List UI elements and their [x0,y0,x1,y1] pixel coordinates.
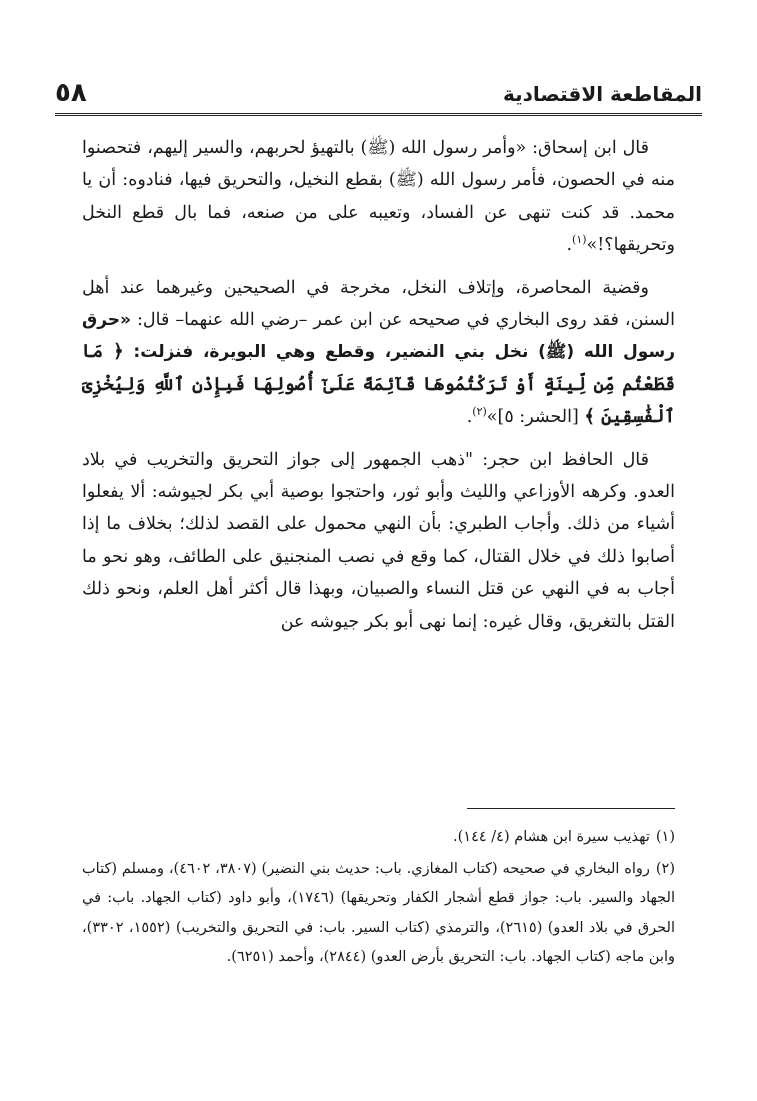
paragraph-ibn-hajar [82,444,675,638]
footnote-ref-2: (٢) [472,405,487,419]
footnote-2 [82,855,675,973]
page-header [55,72,702,108]
footnote-text: رواه البخاري في صحيحه (كتاب المغازي. باب: حديث بني النضير) (٣٨٠٧، ٤٦٠٢)، ومسلم (كتاب الجهاد والسير. باب: جواز قطع أشجار الكفار وتحريقها) (١٧٤٦)، وأبو داود (كتاب الجهاد. باب: في الحرق في بلاد العدو) (٢٦١٥)، والترمذي (كتاب السير. باب: في التحريق والتخريب) (١٥٥٢، ٣٣٠٢)، وابن ماجه (كتاب الجهاد. باب: التحريق بأرض العدو) (٢٨٤٤)، وأحمد (٦٢٥١). [82,860,675,965]
page-number: ٥٨ [55,78,87,108]
footnote-number: (٢) [655,860,676,877]
paragraph-text: قال الحافظ ابن حجر: "ذهب الجمهور إلى جواز التحريق والتخريب في بلاد العدو. وكرهه الأوزاعي والليث وأبو ثور، واحتجوا بوصية أبي بكر لجيوشه: ألا يفعلوا أشياء من ذلك. وأجاب الطبري: بأن النهي محمول على القصد لذلك؛ بخلاف ما إذا أصابوا ذلك في خلال القتال، كما وقع في نصب المنجنيق على الطائف، وهو نحو ما أجاب به في النهي عن قتل النساء والصبيان، وبهذا قال أكثر أهل العلم، ونحو ذلك القتل بالتغريق، وقال غيره: إنما نهى أبو بكر جيوشه عن [82,449,675,632]
footnote-number: (١) [655,829,675,845]
hadith-quote: «حرق رسول الله (ﷺ) نخل بني النضير، وقطع وهي البويرة، فنزلت: [82,310,675,363]
quran-verse: ﴿ مَا قَطَعْتُم مِّن لِّينَةٍ أَوْ تَرَكْتُمُوهَا قَآئِمَةً عَلَىٰٓ أُصُولِهَا فَبِإِذْنِ ٱللَّهِ وَلِيُخْزِىَ ٱلْفَٰسِقِينَ ﴾ [82,341,675,428]
footnote-1 [82,823,675,853]
running-title: المقاطعة الاقتصادية [502,82,702,106]
paragraph-bukhari: وقضية المحاصرة، وإتلاف النخل، مخرجة في الصحيحين وغيرهما عند أهل السنن، فقد روى البخاري في صحيحه عن ابن عمر –رضي الله عنهما– قال: «حرق رسول الله (ﷺ) نخل بني النضير، وقطع وهي البويرة، فنزلت: ﴿ مَا قَطَعْتُم مِّن لِّينَةٍ أَوْ تَرَكْتُمُوهَا قَآئِمَةً عَلَىٰٓ أُصُولِهَا فَبِإِذْنِ ٱللَّهِ وَلِيُخْزِىَ ٱلْفَٰسِقِينَ ﴾ [الحشر: ٥]»$^{(٢)}$. [82,277,675,428]
header-rule [55,113,702,116]
footnotes [82,823,675,975]
footnote-separator [467,808,675,809]
footnote-text: تهذيب سيرة ابن هشام (٤/ ١٤٤). [453,829,650,845]
paragraph-ibn-ishaq: قال ابن إسحاق: «وأمر رسول الله (ﷺ) بالتهيؤ لحربهم، والسير إليهم، فتحصنوا منه في الحصون، فأمر رسول الله (ﷺ) بقطع النخيل، والتحريق فيها، فنادوه: أن يا محمد. قد كنت تنهى عن الفساد، وتعيبه على من صنعه، فما بال قطع النخل وتحريقها؟!»$^{(١)}$. [82,138,675,256]
main-text [82,132,675,648]
footnote-ref-1: (١) [572,233,587,247]
verse-reference: [الحشر: ٥]» [486,407,585,428]
paragraph-text: وقضية المحاصرة، وإتلاف النخل، مخرجة في الصحيحين وغيرهما عند أهل السنن، فقد روى البخاري في صحيحه عن ابن عمر –رضي الله عنهما– قال: [82,277,675,331]
paragraph-text: قال ابن إسحاق: «وأمر رسول الله (ﷺ) بالتهيؤ لحربهم، والسير إليهم، فتحصنوا منه في الحصون، فأمر رسول الله (ﷺ) بقطع النخيل، والتحريق فيها، فنادوه: أن يا محمد. قد كنت تنهى عن الفساد، وتعيبه على من صنعه، فما بال قطع النخل وتحريقها؟!» [82,138,675,256]
